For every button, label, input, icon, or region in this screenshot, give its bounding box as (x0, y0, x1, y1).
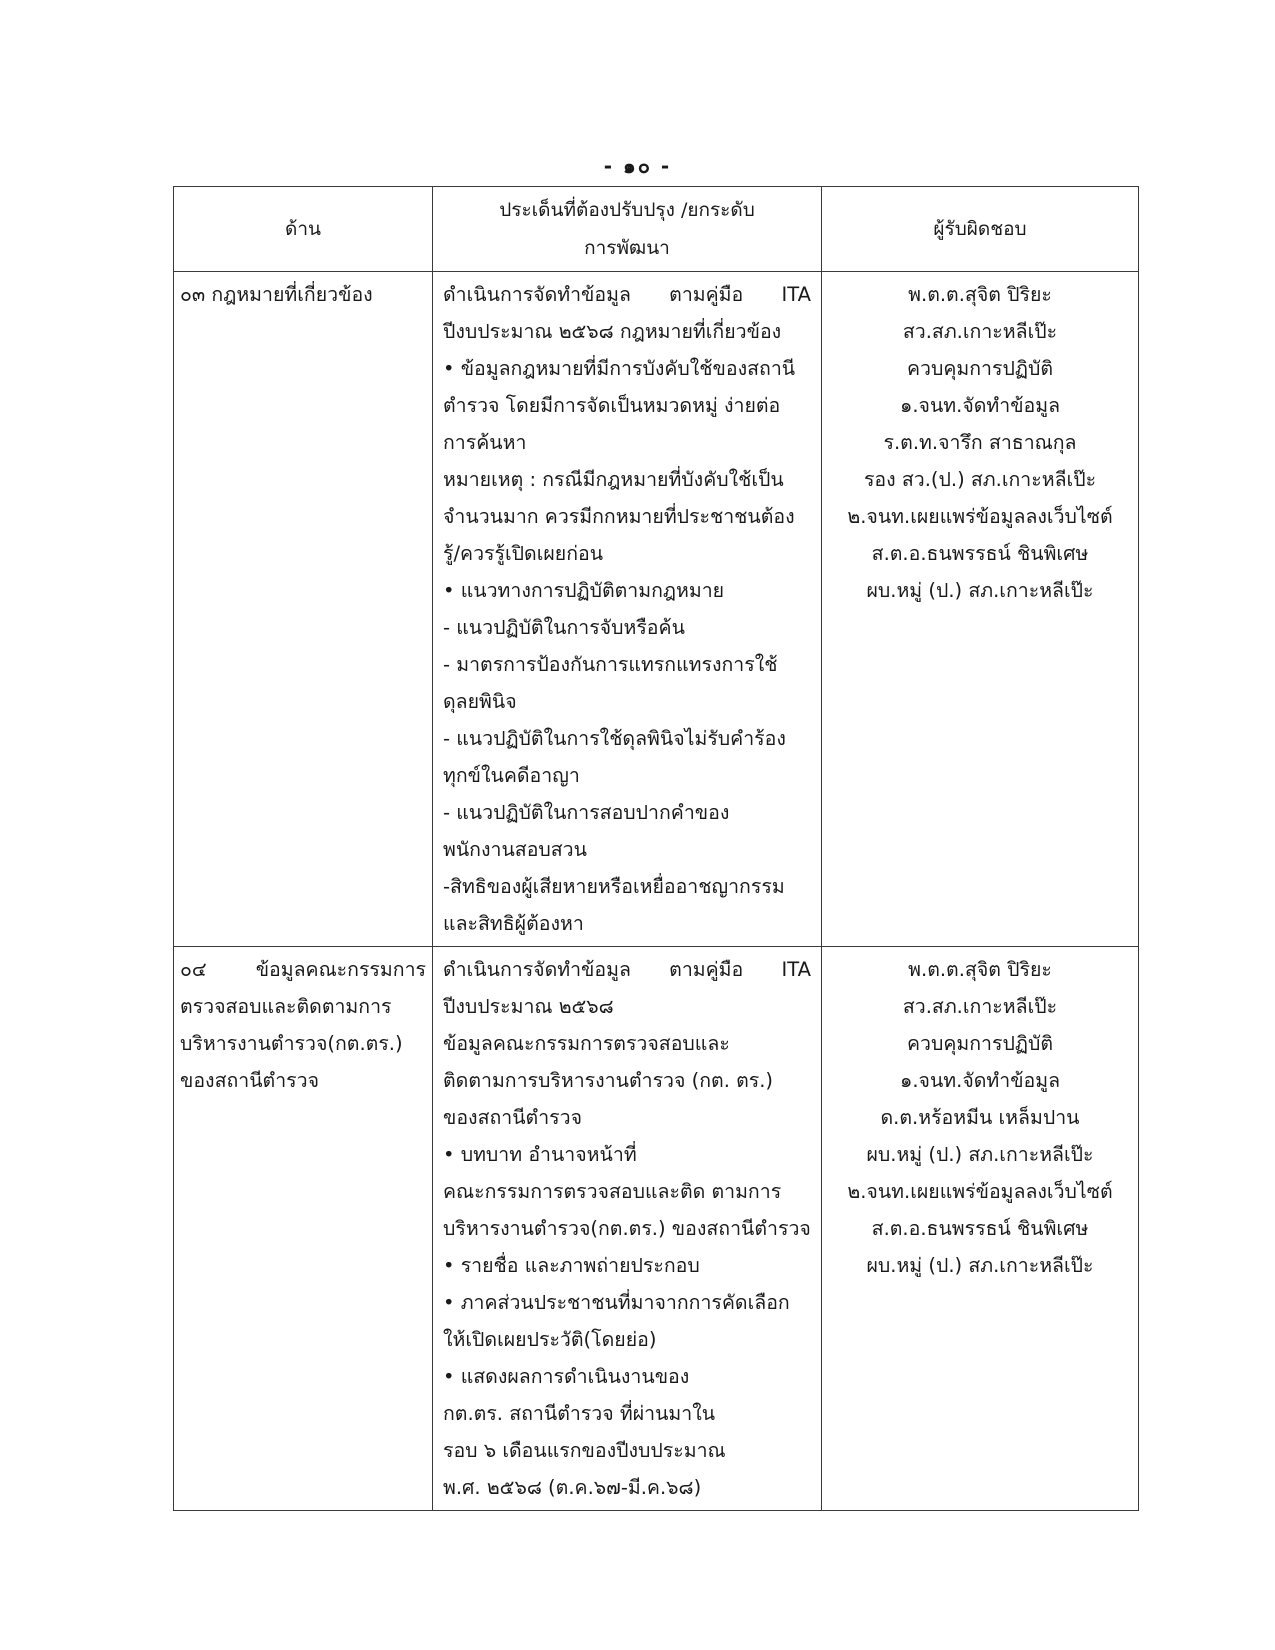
detail-line: - แนวปฏิบัติในการจับหรือค้น (443, 616, 685, 639)
detail-line: พ.ศ. ๒๕๖๘ (ต.ค.๖๗-มี.ค.๖๘) (443, 1476, 702, 1499)
detail-line: - แนวปฏิบัติในการสอบปากคำของ (443, 801, 730, 824)
header-aspect: ด้าน (174, 187, 433, 272)
responsible-line: พ.ต.ต.สุจิต ปิริยะ (908, 283, 1052, 306)
responsible-line: ร.ต.ท.จารึก สาธาณกุล (883, 431, 1077, 454)
detail-line: ดำเนินการจัดทำข้อมูล ตามคู่มือ ITA (443, 283, 811, 306)
detail-cell (433, 947, 822, 1511)
detail-line: หมายเหตุ : กรณีมีกฎหมายที่บังคับใช้เป็น (443, 468, 784, 491)
detail-line: - มาตรการป้องกันการแทรกแทรงการใช้ (443, 653, 778, 676)
responsible-line: ผบ.หมู่ (ป.) สภ.เกาะหลีเป๊ะ (866, 1254, 1094, 1277)
table-header-row (174, 187, 1139, 272)
detail-line: ดุลยพินิจ (443, 690, 517, 713)
detail-line: • ภาคส่วนประชาชนที่มาจากการคัดเลือก (443, 1291, 790, 1314)
header-issue-line: ประเด็นที่ต้องปรับปรุง /ยกระดับ (499, 199, 755, 221)
detail-line: กต.ตร. สถานีตำรวจ ที่ผ่านมาใน (443, 1402, 716, 1425)
responsible-line: ๑.จนท.จัดทำข้อมูล (899, 394, 1061, 417)
detail-line: • แนวทางการปฏิบัติตามกฎหมาย (443, 579, 725, 602)
responsible-line: พ.ต.ต.สุจิต ปิริยะ (908, 958, 1052, 981)
responsible-line: ผบ.หมู่ (ป.) สภ.เกาะหลีเป๊ะ (866, 1143, 1094, 1166)
responsible-line: รอง สว.(ป.) สภ.เกาะหลีเป๊ะ (863, 468, 1097, 491)
detail-line: ข้อมูลคณะกรรมการตรวจสอบและ (443, 1032, 730, 1055)
detail-line: • บทบาท อำนาจหน้าที่ (443, 1143, 637, 1166)
detail-line: - แนวปฏิบัติในการใช้ดุลพินิจไม่รับคำร้อง (443, 727, 786, 750)
detail-line: ติดตามการบริหารงานตำรวจ (กต. ตร.) (443, 1069, 774, 1092)
responsible-cell (822, 272, 1139, 947)
detail-line: -สิทธิของผู้เสียหายหรือเหยื่ออาชญากรรม (443, 875, 785, 898)
detail-line: จำนวนมาก ควรมีกกหมายที่ประชาชนต้อง (443, 505, 795, 528)
table-row (174, 272, 1139, 947)
improvement-plan-table (173, 186, 1139, 1511)
responsible-line: ๑.จนท.จัดทำข้อมูล (899, 1069, 1061, 1092)
page-number: - ๑๐ - (603, 154, 672, 178)
detail-line: ดำเนินการจัดทำข้อมูล ตามคู่มือ ITA (443, 958, 811, 981)
header-issue-line: การพัฒนา (584, 237, 670, 259)
detail-line: และสิทธิผู้ต้องหา (443, 912, 584, 935)
responsible-line: ด.ต.หร้อหมีน เหล็มปาน (880, 1106, 1080, 1129)
aspect-line: ของสถานีตำรวจ (180, 1069, 320, 1092)
header-issue (433, 187, 822, 272)
detail-line: ทุกข์ในคดีอาญา (443, 764, 580, 787)
responsible-line: ผบ.หมู่ (ป.) สภ.เกาะหลีเป๊ะ (866, 579, 1094, 602)
responsible-cell (822, 947, 1139, 1511)
detail-line: • ข้อมูลกฎหมายที่มีการบังคับใช้ของสถานี (443, 357, 796, 380)
table-row (174, 947, 1139, 1511)
responsible-line: สว.สภ.เกาะหลีเป๊ะ (902, 995, 1058, 1018)
responsible-line: ๒.จนท.เผยแพร่ข้อมูลลงเว็บไซต์ (847, 1180, 1113, 1203)
detail-line: คณะกรรมการตรวจสอบและติด ตามการ (443, 1180, 782, 1203)
aspect-line: ตรวจสอบและติดตามการ (180, 995, 392, 1018)
detail-line: ปีงบประมาณ ๒๕๖๘ (443, 995, 614, 1018)
detail-line: ตำรวจ โดยมีการจัดเป็นหมวดหมู่ ง่ายต่อ (443, 394, 781, 417)
aspect-cell (174, 272, 433, 947)
detail-line: ของสถานีตำรวจ (443, 1106, 583, 1129)
detail-line: การค้นหา (443, 431, 527, 454)
aspect-line: บริหารงานตำรวจ(กต.ตร.) (180, 1032, 403, 1055)
detail-line: บริหารงานตำรวจ(กต.ตร.) ของสถานีตำรวจ (443, 1217, 811, 1240)
detail-line: • รายชื่อ และภาพถ่ายประกอบ (443, 1254, 700, 1277)
responsible-line: ส.ต.อ.ธนพรรธน์ ชินพิเศษ (871, 542, 1089, 565)
header-responsible: ผู้รับผิดชอบ (822, 187, 1139, 272)
aspect-cell (174, 947, 433, 1511)
detail-line: รอบ ๖ เดือนแรกของปีงบประมาณ (443, 1439, 726, 1462)
responsible-line: ๒.จนท.เผยแพร่ข้อมูลลงเว็บไซต์ (847, 505, 1113, 528)
responsible-line: สว.สภ.เกาะหลีเป๊ะ (902, 320, 1058, 343)
aspect-line: ๐๓ กฎหมายที่เกี่ยวข้อง (180, 283, 373, 306)
detail-cell (433, 272, 822, 947)
responsible-line: ส.ต.อ.ธนพรรธน์ ชินพิเศษ (871, 1217, 1089, 1240)
detail-line: ให้เปิดเผยประวัติ(โดยย่อ) (443, 1328, 657, 1351)
detail-line: รู้/ควรรู้เปิดเผยก่อน (443, 542, 604, 565)
detail-line: • แสดงผลการดำเนินงานของ (443, 1365, 690, 1388)
responsible-line: ควบคุมการปฏิบัติ (906, 1032, 1053, 1055)
detail-line: ปีงบประมาณ ๒๕๖๘ กฎหมายที่เกี่ยวข้อง (443, 320, 782, 343)
detail-line: พนักงานสอบสวน (443, 838, 587, 861)
aspect-line: ๐๔ ข้อมูลคณะกรรมการ (180, 958, 426, 981)
responsible-line: ควบคุมการปฏิบัติ (906, 357, 1053, 380)
